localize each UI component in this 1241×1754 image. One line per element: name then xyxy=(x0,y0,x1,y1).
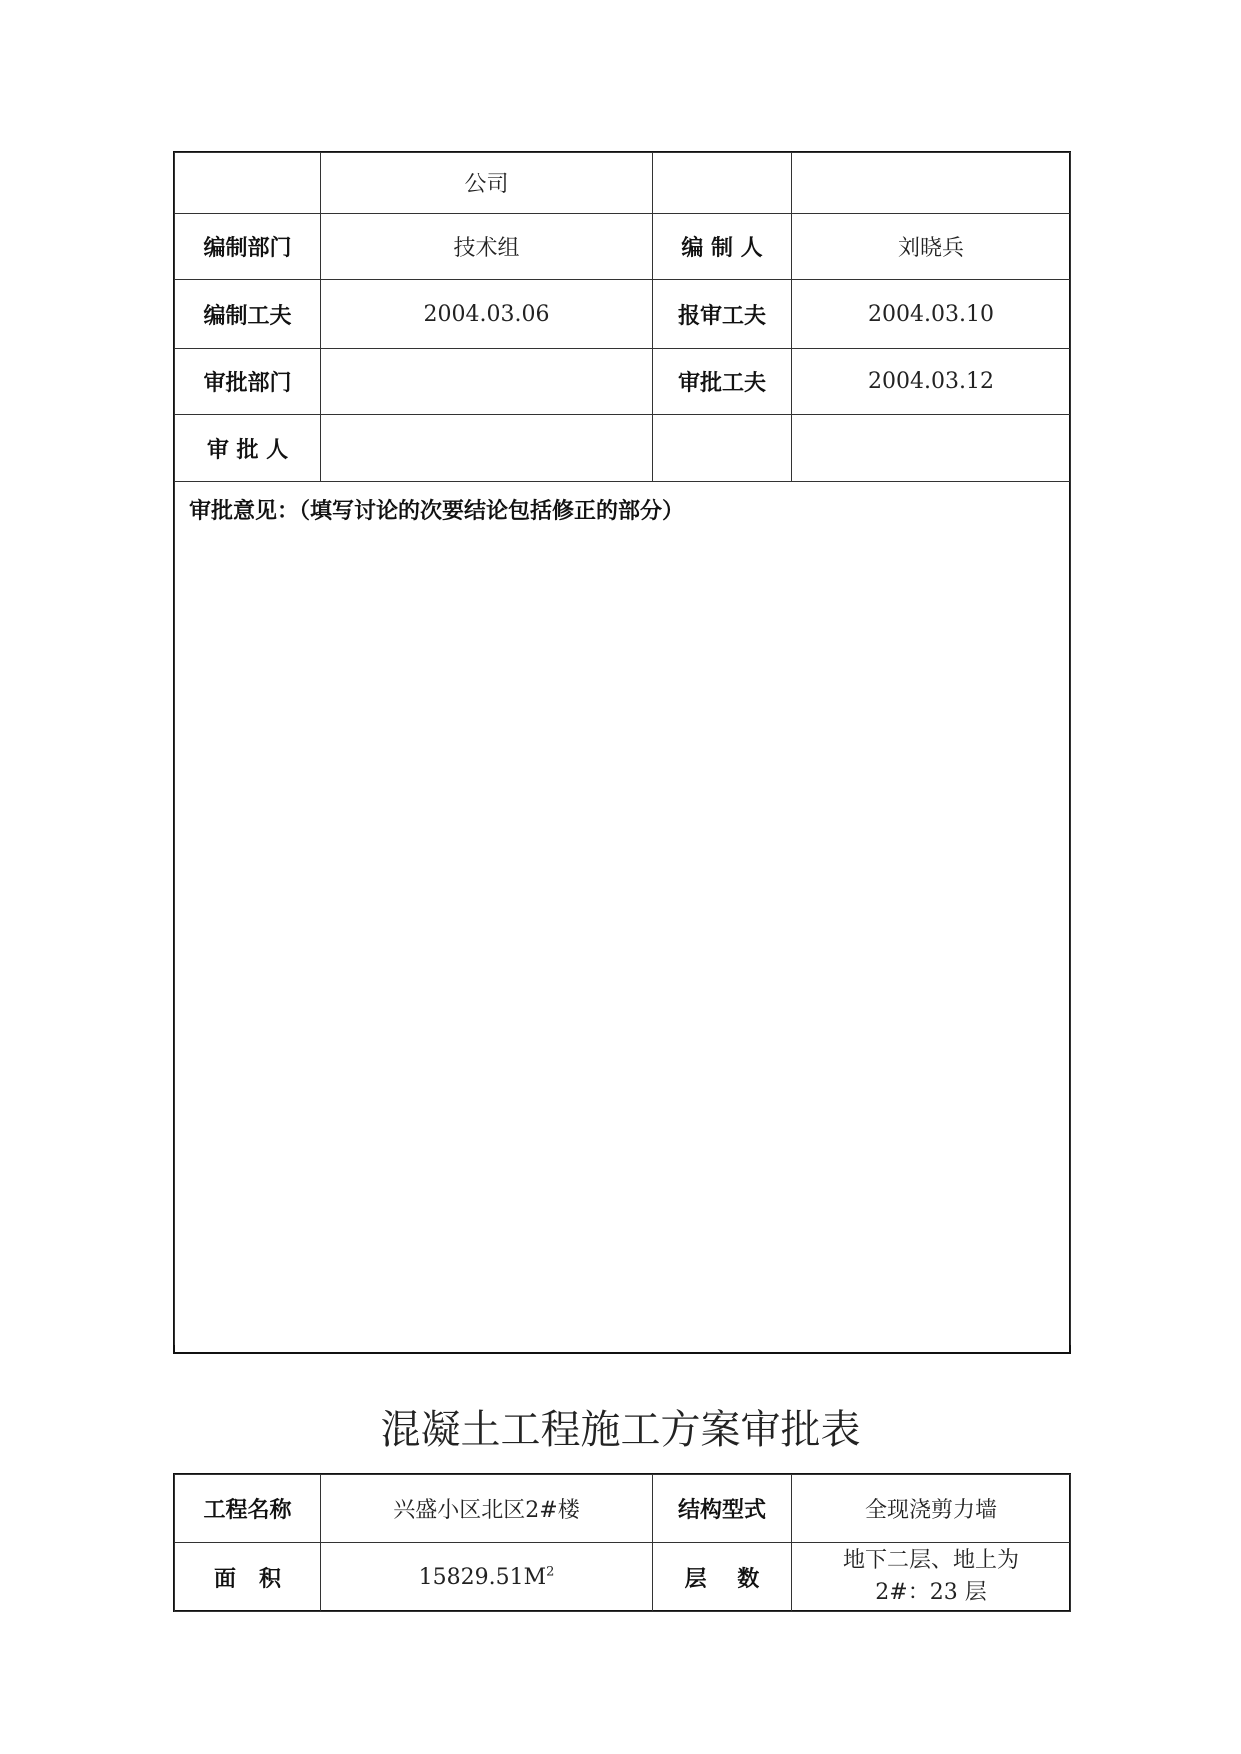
area-label-text: 面 积 xyxy=(214,1566,281,1592)
table-row xyxy=(175,153,1071,214)
empty-cell xyxy=(653,153,792,214)
table-row xyxy=(175,482,1071,1346)
compile-date-label: 编制工夫 xyxy=(175,280,321,349)
floors-value-line2: 2#：23 层 xyxy=(875,1580,987,1605)
compiling-dept-label: 编制部门 xyxy=(175,214,321,280)
area-number: 15829.51M xyxy=(418,1564,547,1590)
structure-type-label: 结构型式 xyxy=(653,1475,792,1543)
project-info-table xyxy=(174,1474,1071,1612)
empty-cell xyxy=(792,153,1071,214)
area-value xyxy=(321,1543,653,1612)
compiling-dept-value: 技术组 xyxy=(321,214,653,280)
approval-dept-value xyxy=(321,349,653,415)
company-cell: 公司 xyxy=(321,153,653,214)
table-row xyxy=(175,415,1071,482)
approval-sheet-table xyxy=(174,152,1071,1345)
table-row xyxy=(175,1543,1071,1612)
page-title: 混凝土工程施工方案审批表 xyxy=(380,1407,861,1453)
empty-value-cell xyxy=(792,415,1071,482)
compile-date-value: 2004.03.06 xyxy=(321,280,653,349)
floors-label-text: 层 数 xyxy=(684,1566,760,1592)
table-row xyxy=(175,214,1071,280)
empty-label-cell xyxy=(653,415,792,482)
approval-dept-label: 审批部门 xyxy=(175,349,321,415)
table-row xyxy=(175,1475,1071,1543)
approval-date-label: 审批工夫 xyxy=(653,349,792,415)
floors-value xyxy=(792,1543,1071,1612)
approval-opinion-label: 审批意见：（填写讨论的次要结论包括修正的部分） xyxy=(189,499,685,524)
area-label xyxy=(175,1543,321,1612)
project-name-value: 兴盛小区北区2#楼 xyxy=(321,1475,653,1543)
floors-value-line1: 地下二层、地上为 xyxy=(842,1548,1019,1573)
empty-cell xyxy=(175,153,321,214)
floors-label xyxy=(653,1543,792,1612)
approval-opinion-area xyxy=(175,482,1071,1346)
table-row xyxy=(175,349,1071,415)
project-name-label: 工程名称 xyxy=(175,1475,321,1543)
structure-type-value: 全现浇剪力墙 xyxy=(792,1475,1071,1543)
submit-date-label: 报审工夫 xyxy=(653,280,792,349)
approval-date-value: 2004.03.12 xyxy=(792,349,1071,415)
approver-label: 审 批 人 xyxy=(175,415,321,482)
compiler-label: 编 制 人 xyxy=(653,214,792,280)
compiler-value: 刘晓兵 xyxy=(792,214,1071,280)
approver-value xyxy=(321,415,653,482)
area-unit-superscript: 2 xyxy=(546,1564,555,1580)
table-row xyxy=(175,280,1071,349)
submit-date-value: 2004.03.10 xyxy=(792,280,1071,349)
